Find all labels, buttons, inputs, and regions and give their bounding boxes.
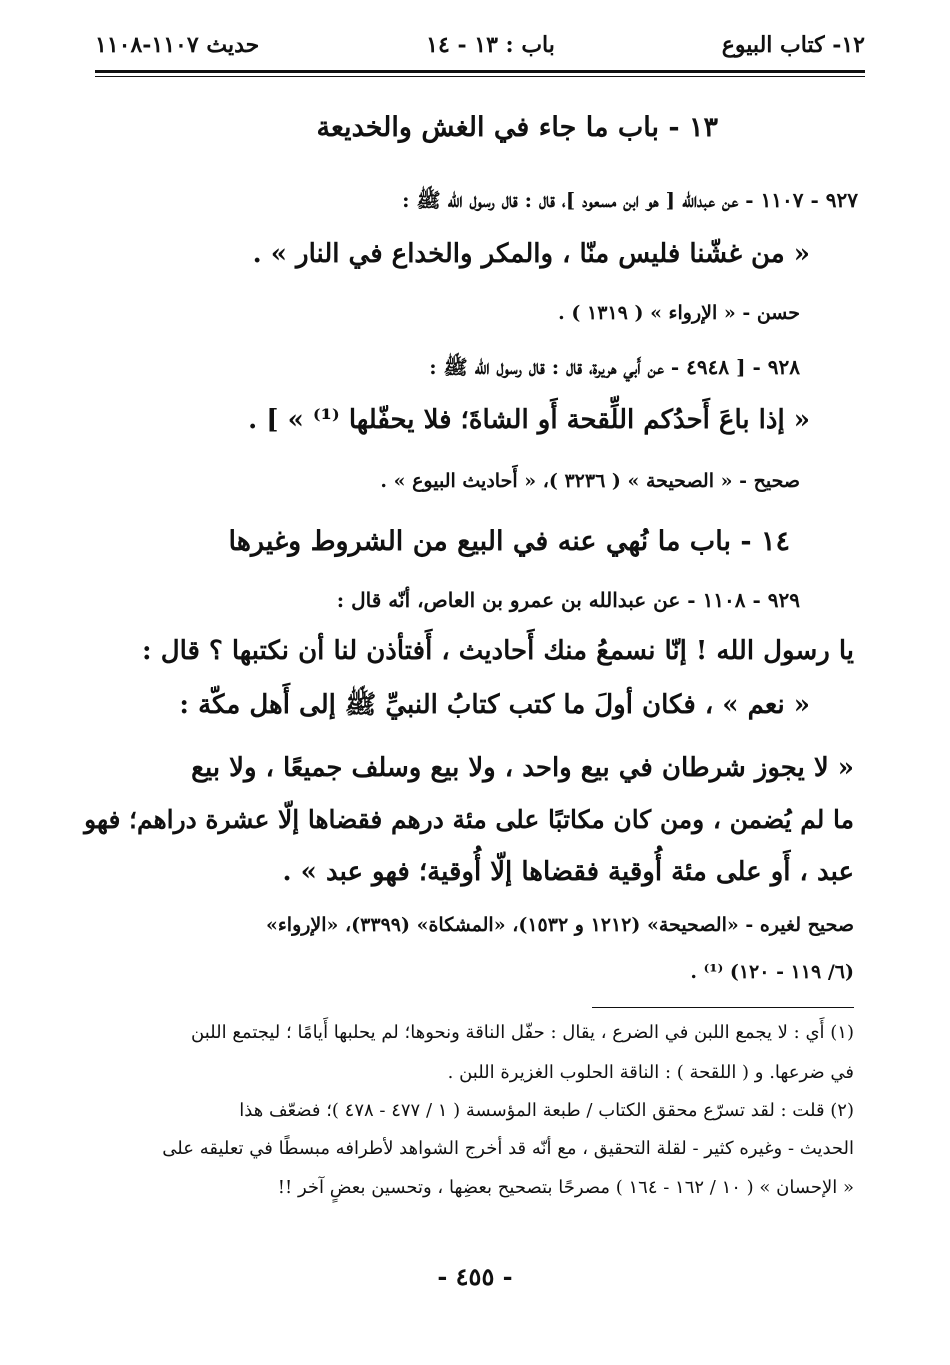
- hadith-929-matn-line: ما لم يُضمن ، ومن كان مكاتبًا على مئة درهم فقضاها إلّا عشرة دراهم؛ فهو: [84, 805, 854, 834]
- hadith-929-matn-line: يا رسول الله ! إنّا نسمعُ منك أَحاديث ، أَفتأذن لنا أن نكتبها ؟ قال :: [142, 636, 854, 666]
- hadith-929-grade-line: صحيح لغيره - «الصحيحة» (١٢١٢ و ١٥٣٢)، «المشكاة» (٣٣٩٩)، «الإرواء»: [265, 914, 854, 936]
- hadith-928-grade: صحيح - « الصحيحة » ( ٣٢٣٦ )، « أَحاديث البيوع » .: [380, 470, 800, 492]
- hadith-927-matn: « من غشّنا فليس منّا ، والمكر والخداع في النار » .: [252, 239, 810, 269]
- footnote-line: (١) أَي : لا يجمع اللبن في الضرع ، يقال : حفّل الناقة ونحوها؛ لم يحلبها أَيامًا ؛ ليجتمع اللبن: [191, 1022, 854, 1043]
- footnote-line: الحديث - وغيره كثير - لقلة التحقيق ، مع أنّه قد أخرج الشواهد لأطرافه مبسطًا في تعليقه على: [162, 1138, 854, 1159]
- section-13-title: ١٣ - باب ما جاء في الغش والخديعة: [316, 112, 718, 143]
- header-chapter-range: باب : ١٣ - ١٤: [426, 32, 555, 58]
- running-header: [95, 28, 865, 62]
- header-hadith-range: حديث ١١٠٧-١١٠٨: [95, 32, 260, 58]
- section-14-title: ١٤ - باب ما نُهي عنه في البيع من الشروط وغيرها: [228, 526, 790, 557]
- header-book-title: ١٢- كتاب البيوع: [721, 32, 865, 58]
- hadith-927-head: ٩٢٧ - ١١٠٧ - عن عبدالله [ هو ابن مسعود ]، قال : قال رسول الله ﷺ :: [402, 188, 858, 212]
- footnote-line: (٢) قلت : لقد تسرّع محقق الكتاب / طبعة المؤسسة ( ١ / ٤٧٧ - ٤٧٨ )؛ فضعّف هذا: [239, 1100, 854, 1121]
- header-rule: [95, 70, 865, 73]
- hadith-929-matn-line: عبد ، أَو على مئة أُوقية فقضاها إلّا أُوقية؛ فهو عبد » .: [282, 857, 854, 887]
- hadith-928-head: ٩٢٨ - [ ٤٩٤٨ - عن أَبي هريرة، قال : قال رسول الله ﷺ :: [429, 355, 800, 379]
- footnote-line: في ضرعها. و ( اللقحة ) : الناقة الحلوب الغزيرة اللبن .: [447, 1062, 854, 1083]
- page-number: - ٤٥٥ -: [437, 1262, 513, 1291]
- hadith-929-grade-line: (٦/ ١١٩ - ١٢٠) ⁽¹⁾ .: [690, 961, 854, 983]
- footnote-separator: [592, 1007, 854, 1008]
- header-rule-thin: [95, 76, 865, 77]
- hadith-929-head: ٩٢٩ - ١١٠٨ - عن عبدالله بن عمرو بن العاص، أنّه قال :: [336, 588, 800, 612]
- hadith-928-matn: « إذا باعَ أَحدُكم اللِّقحة أَو الشاةَ؛ فلا يحفّلها ⁽¹⁾ » ] .: [248, 405, 810, 435]
- hadith-929-matn-line: « لا يجوز شرطان في بيع واحد ، ولا بيع وسلف جميعًا ، ولا بيع: [191, 753, 854, 783]
- hadith-929-matn-line: « نعم » ، فكان أولَ ما كتب كتابُ النبيِّ ﷺ إلى أَهل مكّة :: [179, 690, 810, 720]
- footnote-line: « الإحسان » ( ١٠ / ١٦٢ - ١٦٤ ) مصرحًا بتصحيح بعضِها ، وتحسين بعضٍ آخر !!: [277, 1177, 854, 1198]
- hadith-927-grade: حسن - « الإرواء » ( ١٣١٩ ) .: [558, 302, 800, 324]
